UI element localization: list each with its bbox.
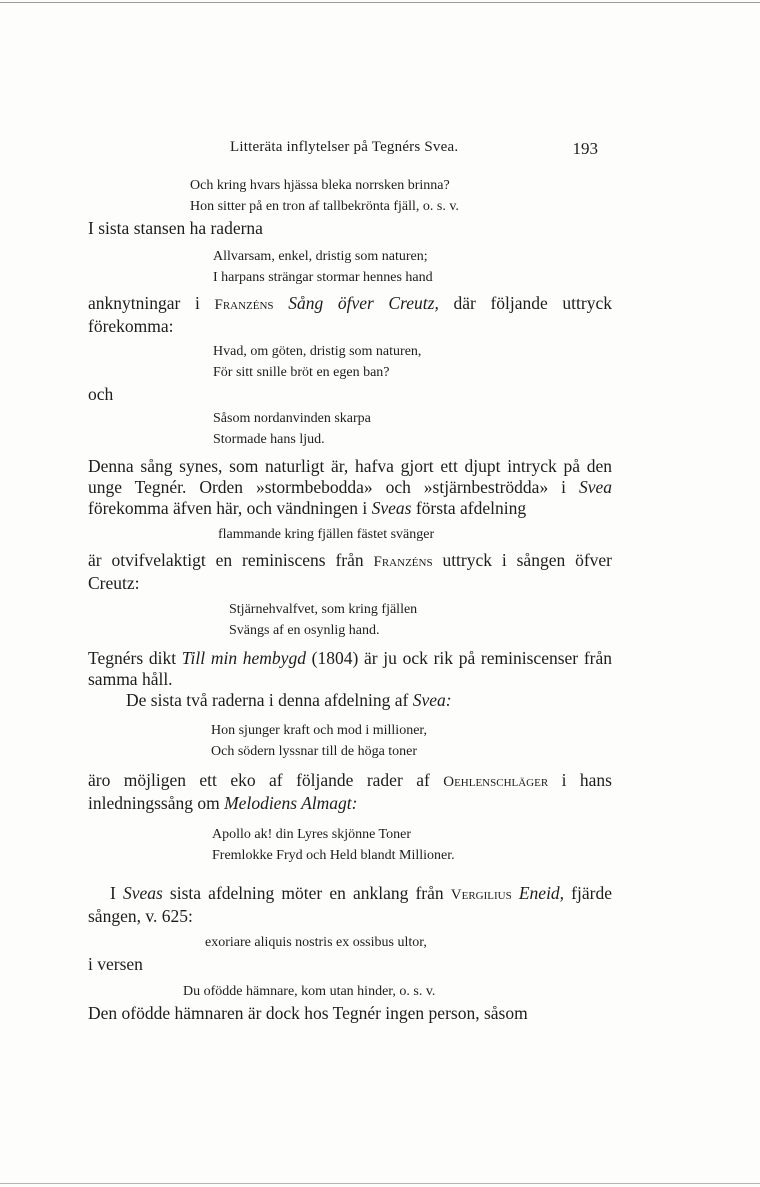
work-title: Sveas [122,883,163,903]
verse-line: Allvarsam, enkel, dristig som naturen; [213,249,428,264]
author-name: Oehlenschläger [443,774,549,790]
verse-line: exoriare aliquis nostris ex ossibus ultor, [205,935,427,950]
verse-quote-5 [218,524,612,545]
verse-quote-10 [183,981,612,1002]
verse-line: Du ofödde hämnare, kom utan hinder, o. s. v. [183,984,436,999]
verse-line: För sitt snille bröt en egen ban? [213,365,390,380]
work-title: Sveas [371,498,412,518]
verse-line: Apollo ak! din Lyres skjönne Toner [212,827,412,842]
verse-line: Stjärnehvalfvet, som kring fjällen [229,602,418,617]
author-name: Vergilius [450,887,512,903]
verse-line: flammande kring fjällen fästet svänger [218,527,435,542]
paragraph-text: i versen [88,954,143,974]
paragraph-7: äro möjligen ett eko af följande rader af Oehlenschläger i hans inledningssång om Melodiens Almagt: [88,770,612,813]
paragraph-6: De sista två raderna i denna afdelning af Svea: [126,690,452,710]
author-name: Franzéns [214,297,274,313]
running-header [88,139,612,165]
author-name: Franzéns [373,554,433,570]
paragraph-8: I Sveas sista afdelning möter en anklang från Vergilius Eneid, fjärde sången, v. 625: [88,883,612,926]
work-title: Svea: [412,690,452,710]
verse-quote-4 [213,408,612,450]
verse-line: Stormade hans ljud. [213,432,325,447]
page-number: 193 [572,139,598,158]
verse-quote-6 [229,599,612,641]
verse-line: I harpans strängar stormar hennes hand [213,270,433,285]
running-title: Litteräta inflytelser på Tegnérs Svea. [230,139,459,155]
paragraph-och [88,384,612,405]
paragraph-text: och [88,384,114,404]
verse-line: Fremlokke Fryd och Held blandt Millioner. [212,848,455,863]
paragraph-9 [88,954,612,975]
work-title: Till min hembygd [181,648,306,668]
work-title: Eneid, [518,883,565,903]
paragraph-2: anknytningar i Franzéns Sång öfver Creutz, där följande uttryck förekomma: [88,293,613,336]
verse-quote-3 [213,341,612,383]
paragraph-text: Den ofödde hämnaren är dock hos Tegnér ingen person, såsom [88,1003,528,1023]
verse-line: Hon sjunger kraft och mod i millioner, [211,723,428,738]
paragraph-3: Denna sång synes, som naturligt är, hafva gjort ett djupt intryck på den unge Tegnér. Orden »stormbebodda» och »stjärnbeströdda» i Svea förekomma äfven här, och vändningen i Sveas första afdelning [88,456,612,518]
verse-line: Hon sitter på en tron af tallbekrönta fjäll, o. s. v. [190,199,459,214]
document-page [88,139,612,1024]
verse-line: Såsom nordanvinden skarpa [213,411,371,426]
verse-quote-1 [190,175,612,217]
verse-line: Och södern lyssnar till de höga toner [211,744,418,759]
work-title: Sång öfver Creutz, [288,293,439,313]
verse-quote-2 [213,246,612,288]
paragraph-text: I sista stansen ha raderna [88,218,263,238]
verse-quote-9 [205,932,612,953]
page-edge-bottom [0,1183,760,1184]
verse-line: Hvad, om göten, dristig som naturen, [213,344,422,359]
verse-line: Och kring hvars hjässa bleka norrsken brinna? [190,178,450,193]
verse-quote-8 [212,824,612,866]
paragraph-10 [88,1003,612,1024]
work-title: Melodiens Almagt: [224,793,358,813]
paragraph-4: är otvifvelaktigt en reminiscens från Franzéns uttryck i sången öfver Creutz: [88,550,612,593]
verse-quote-7 [211,720,612,762]
verse-line: Svängs af en osynlig hand. [229,623,380,638]
paragraph-5: Tegnérs dikt Till min hembygd (1804) är ju ock rik på reminiscenser från samma håll. [88,648,612,689]
paragraph-1 [88,218,612,239]
page-edge-top [0,2,760,3]
work-title: Svea [578,477,612,497]
